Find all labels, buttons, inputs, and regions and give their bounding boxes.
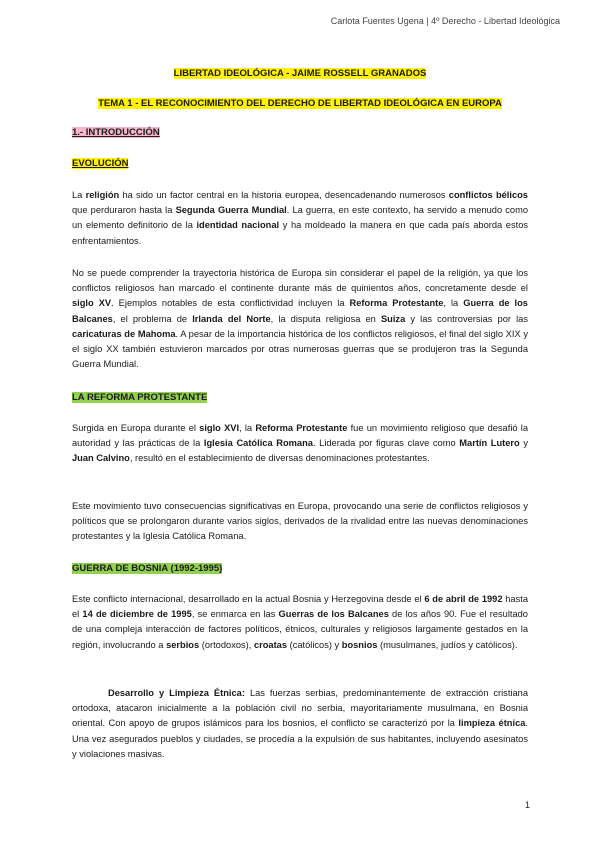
bold-run: Desarrollo y Limpieza Étnica: xyxy=(108,688,245,698)
text-run: . La guerra, en este contexto, ha servido a menudo como un elemento definitorio de la xyxy=(72,205,528,231)
paragraph-bosnia-2 xyxy=(72,686,528,762)
text-run: . Ejemplos notables de esta conflictividad incluyen la xyxy=(111,298,350,309)
text-run: fue un movimiento religioso que desafió la autoridad y las prácticas de la xyxy=(72,423,528,449)
text-run: de los años 90. Fue el resultado de una compleja interacción de factores políticos, étnicos, culturales y religiosos largamente gestados en la región, involucrando a xyxy=(72,609,528,650)
bold-run: religión xyxy=(85,190,120,200)
text-run: , la disputa religiosa en xyxy=(270,313,381,324)
document-title-text: LIBERTAD IDEOLÓGICA - JAIME ROSSELL GRANADOS xyxy=(173,68,427,79)
document-title xyxy=(0,68,600,79)
text-run: , la xyxy=(443,298,464,309)
bold-run: caricaturas de Mahoma xyxy=(72,328,176,339)
bold-run: Guerra de los Balcanes xyxy=(72,298,528,324)
bold-run: identidad nacional xyxy=(196,220,280,231)
section-heading-intro xyxy=(72,127,160,138)
text-run: , la xyxy=(239,423,256,433)
bold-run: Martín Lutero xyxy=(459,438,520,449)
tema-title xyxy=(0,98,600,109)
text-run: . Una vez asegurados pueblos y ciudades, se procedía a la expulsión de sus habitantes, incluyendo asesinatos y violaciones masivas. xyxy=(72,718,529,759)
subheading-evolucion-text: EVOLUCIÓN xyxy=(72,158,129,169)
text-run: . Liderada por figuras clave como xyxy=(312,438,460,449)
bold-run: Juan Calvino xyxy=(72,453,130,464)
page-number: 1 xyxy=(524,800,530,810)
bold-run: limpieza étnica xyxy=(458,718,526,729)
subheading-bosnia-text: GUERRA DE BOSNIA (1992-1995) xyxy=(72,563,223,574)
text-run: . A pesar de la importancia histórica de los conflictos religiosos, el final del siglo XIX y el siglo XX también estuvieron marcados por otras numerosas guerras que se produjeron tras la Segunda Guerra Mundial. xyxy=(72,328,528,370)
bold-run: 14 de diciembre de 1995 xyxy=(82,609,192,620)
bold-run: siglo XVI xyxy=(199,423,240,433)
text-run: , se enmarca en las xyxy=(191,609,279,620)
running-header: Carlota Fuentes Ugena | 4º Derecho - Libertad Ideológica xyxy=(330,16,560,26)
text-run: y ha moldeado la manera en que cada país aborda estos enfrentamientos. xyxy=(72,220,529,246)
paragraph-bosnia-1 xyxy=(72,592,528,653)
bold-run: Reforma Protestante xyxy=(349,298,444,309)
bold-run: Suiza xyxy=(380,313,406,324)
bold-run: conflictos bélicos xyxy=(448,190,528,200)
bold-run: Segunda Guerra Mundial xyxy=(175,205,287,216)
text-run: No se puede comprender la trayectoria histórica de Europa sin considerar el papel de la religión, ya que los conflictos religiosos han marcado el continente durante más de quinientos años, concretamente desde el xyxy=(72,268,528,294)
text-run: Las fuerzas serbias, predominantemente de extracción cristiana ortodoxa, atacaron inicialmente a la población civil no serbia, mayoritariamente musulmana, en Bosnia oriental. Con apoyo de grupos islámicos para los bosnios, el conflicto se caracterizó por la xyxy=(72,688,528,729)
paragraph-reforma-1 xyxy=(72,421,528,467)
subheading-reforma-text: LA REFORMA PROTESTANTE xyxy=(72,392,208,403)
bold-run: serbios xyxy=(166,639,200,650)
text-run: (musulmanes, judíos y católicos). xyxy=(377,639,518,650)
bold-run: Reforma Protestante xyxy=(255,423,348,433)
bold-run: Guerras de los Balcanes xyxy=(278,609,389,620)
bold-run: bosnios xyxy=(341,639,378,650)
bold-run: siglo XV xyxy=(72,298,112,309)
text-run: , resultó en el establecimiento de diversas denominaciones protestantes. xyxy=(129,453,430,464)
bold-run: Iglesia Católica Romana xyxy=(203,438,313,449)
text-run: y las controversias por las xyxy=(405,313,528,324)
text-run: y xyxy=(519,438,529,449)
bold-run: Irlanda del Norte xyxy=(192,313,271,324)
subheading-reforma xyxy=(72,392,207,403)
text-run: Surgida en Europa durante el xyxy=(72,423,200,433)
text-run: (católicos) y xyxy=(287,639,342,650)
text-run: La xyxy=(72,190,86,200)
paragraph-evolucion-1 xyxy=(72,188,528,249)
section-heading-intro-text: 1.- INTRODUCCIÓN xyxy=(72,127,160,138)
text-run: hasta el xyxy=(72,594,529,620)
bold-run: croatas xyxy=(253,639,288,650)
subheading-bosnia xyxy=(72,563,222,574)
text-run: (ortodoxos), xyxy=(199,639,254,650)
text-run: , el problema de xyxy=(112,313,193,324)
text-run: Este conflicto internacional, desarrollado en la actual Bosnia y Herzegovina desde el xyxy=(72,594,425,604)
subheading-evolucion xyxy=(72,158,128,169)
text-run: que perduraron hasta la xyxy=(72,205,176,216)
paragraph-evolucion-2 xyxy=(72,266,528,372)
tema-title-text: TEMA 1 - EL RECONOCIMIENTO DEL DERECHO DE LIBERTAD IDEOLÓGICA EN EUROPA xyxy=(98,98,502,109)
bold-run: 6 de abril de 1992 xyxy=(424,594,503,604)
paragraph-reforma-2: Este movimiento tuvo consecuencias significativas en Europa, provocando una serie de conflictos religiosos y políticos que se prolongaron durante varios siglos, derivados de la rivalidad entre las nuevas denominaciones protestantes y la Iglesia Católica Romana. xyxy=(72,501,528,542)
text-run: ha sido un factor central en la historia europea, desencadenando numerosos xyxy=(119,190,449,200)
